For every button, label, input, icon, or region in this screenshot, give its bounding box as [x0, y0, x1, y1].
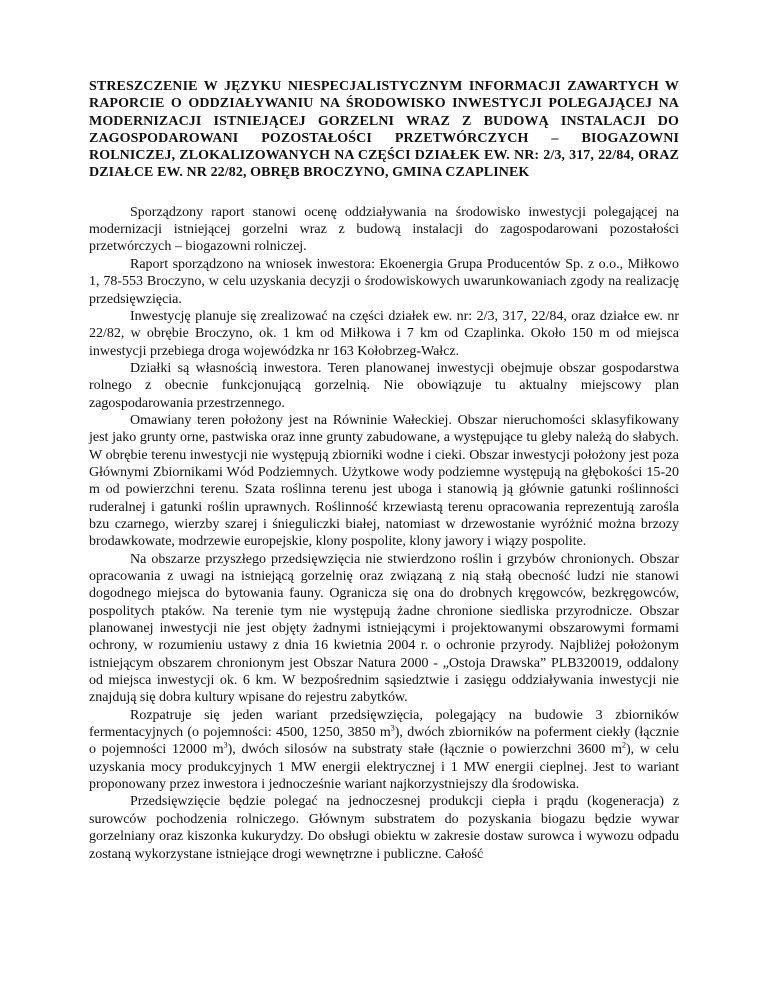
- paragraph-location: Inwestycję planuje się zrealizować na części działek ew. nr: 2/3, 317, 22/84, oraz działce ew. nr 22/82, w obrębie Broczyno, ok. 1 km od Miłkowa i 7 km od Czaplinka. Około 150 m od miejsca inwestycji przebiega droga wojewódzka nr 163 Kołobrzeg-Wałcz.: [89, 308, 679, 359]
- document-title: STRESZCZENIE W JĘZYKU NIESPECJALISTYCZNYM INFORMACJI ZAWARTYCH W RAPORCIE O ODDZIAŁYWANIU NA ŚRODOWISKO INWESTYCJI POLEGAJĄCEJ NA MODERNIZACJI ISTNIEJĄCEJ GORZELNI WRAZ Z BUDOWĄ INSTALACJI DO ZAGOSPODAROWANI POZOSTAŁOŚCI PRZETWÓRCZYCH – BIOGAZOWNI ROLNICZEJ, ZLOKALIZOWANYCH NA CZĘŚCI DZIAŁEK EW. NR: 2/3, 317, 22/84, ORAZ DZIAŁCE EW. NR 22/82, OBRĘB BROCZYNO, GMINA CZAPLINEK: [89, 79, 679, 181]
- variant-sup-1: 3: [390, 723, 395, 733]
- paragraph-variant: [89, 707, 679, 794]
- paragraph-nature: Na obszarze przyszłego przedsięwzięcia nie stwierdzono roślin i grzybów chronionych. Obszar opracowania z uwagi na istniejącą gorzelnię oraz związaną z nią stałą obecność ludzi nie stanowi dogodnego miejsca do bytowania fauny. Ogranicza się ona do drobnych kręgowców, bezkręgowców, pospolitych ptaków. Na terenie tym nie występują żadne chronione siedliska przyrodnicze. Obszar planowanej inwestycji nie jest objęty żadnymi istniejącymi i projektowanymi obszarowymi formami ochrony, w rozumieniu ustawy z dnia 16 kwietnia 2004 r. o ochronie przyrody. Najbliżej położonym istniejącym obszarem chronionym jest Obszar Natura 2000 - „Ostoja Drawska” PLB320019, oddalony od miejsca inwestycji ok. 6 km. W bezpośrednim sąsiedztwie i zasięgu oddziaływania inwestycji nie znajdują się dobra kultury wpisane do rejestru zabytków.: [89, 551, 679, 706]
- variant-text-4: ), w celu uzyskania mocy produkcyjnych 1 MW energii elektrycznej i 1 MW energii cieplnej. Jest to wariant proponowany przez inwestora i jednocześnie wariant najkorzystniejszy dla środowiska.: [89, 742, 680, 793]
- paragraph-investor: Raport sporządzono na wniosek inwestora: Ekoenergia Grupa Producentów Sp. z o.o., Miłkowo 1, 78-553 Broczyno, w celu uzyskania decyzji o środowiskowych uwarunkowaniach zgody na realizację przedsięwzięcia.: [89, 256, 679, 307]
- paragraph-cogeneration: Przedsięwzięcie będzie polegać na jednoczesnej produkcji ciepła i prądu (kogeneracja) z surowców pochodzenia rolniczego. Głównym substratem do pozyskania biogazu będzie wywar gorzelniany oraz kiszonka kukurydzy. Do obsługi obiektu w zakresie dostaw surowca i wywozu odpadu zostaną wykorzystane istniejące drogi wewnętrzne i publiczne. Całość: [89, 794, 679, 862]
- variant-text-3: ), dwóch silosów na substraty stałe (łącznie o powierzchni 3600 m: [227, 742, 622, 758]
- paragraph-ownership: Działki są własnością inwestora. Teren planowanej inwestycji obejmuje obszar gospodarstwa rolnego z obecnie funkcjonującą gorzelnią. Nie obowiązuje tu aktualny miejscowy plan zagospodarowania przestrzennego.: [89, 360, 679, 411]
- variant-sup-3: 2: [621, 740, 626, 750]
- variant-sup-2: 3: [223, 740, 228, 750]
- paragraph-terrain: Omawiany teren położony jest na Równinie Wałeckiej. Obszar nieruchomości sklasyfikowany jest jako grunty orne, pastwiska oraz inne grunty zabudowane, a występujące tu gleby należą do słabych. W obrębie terenu inwestycji nie występują zbiorniki wodne i cieki. Obszar inwestycji położony jest poza Głównymi Zbiornikami Wód Podziemnych. Użytkowe wody podziemne występują na głębokości 15-20 m od powierzchni terenu. Szata roślinna terenu jest uboga i stanowią ją głównie gatunki roślinności ruderalnej i gatunki roślin uprawnych. Roślinność krzewiastą terenu opracowania reprezentują zarośla bzu czarnego, wierzby szarej i śnieguliczki białej, natomiast w drzewostanie wyróżnić można brzozy brodawkowate, modrzewie europejskie, klony pospolite, klony jawory i wiązy pospolite.: [89, 412, 679, 550]
- variant-text-1: Rozpatruje się jeden wariant przedsięwzięcia, polegający na budowie 3 zbiorników fermentacyjnych (o pojemności: 4500, 1250, 3850 m: [89, 707, 679, 741]
- variant-text-2: ), dwóch zbiorników na poferment ciekły (łącznie o pojemności 12000 m: [89, 725, 679, 758]
- document-page: [89, 78, 679, 863]
- paragraph-intro: Sporządzony raport stanowi ocenę oddziaływania na środowisko inwestycji polegającej na modernizacji istniejącej gorzelni wraz z budową instalacji do zagospodarowani pozostałości przetwórczych – biogazowni rolniczej.: [89, 204, 679, 255]
